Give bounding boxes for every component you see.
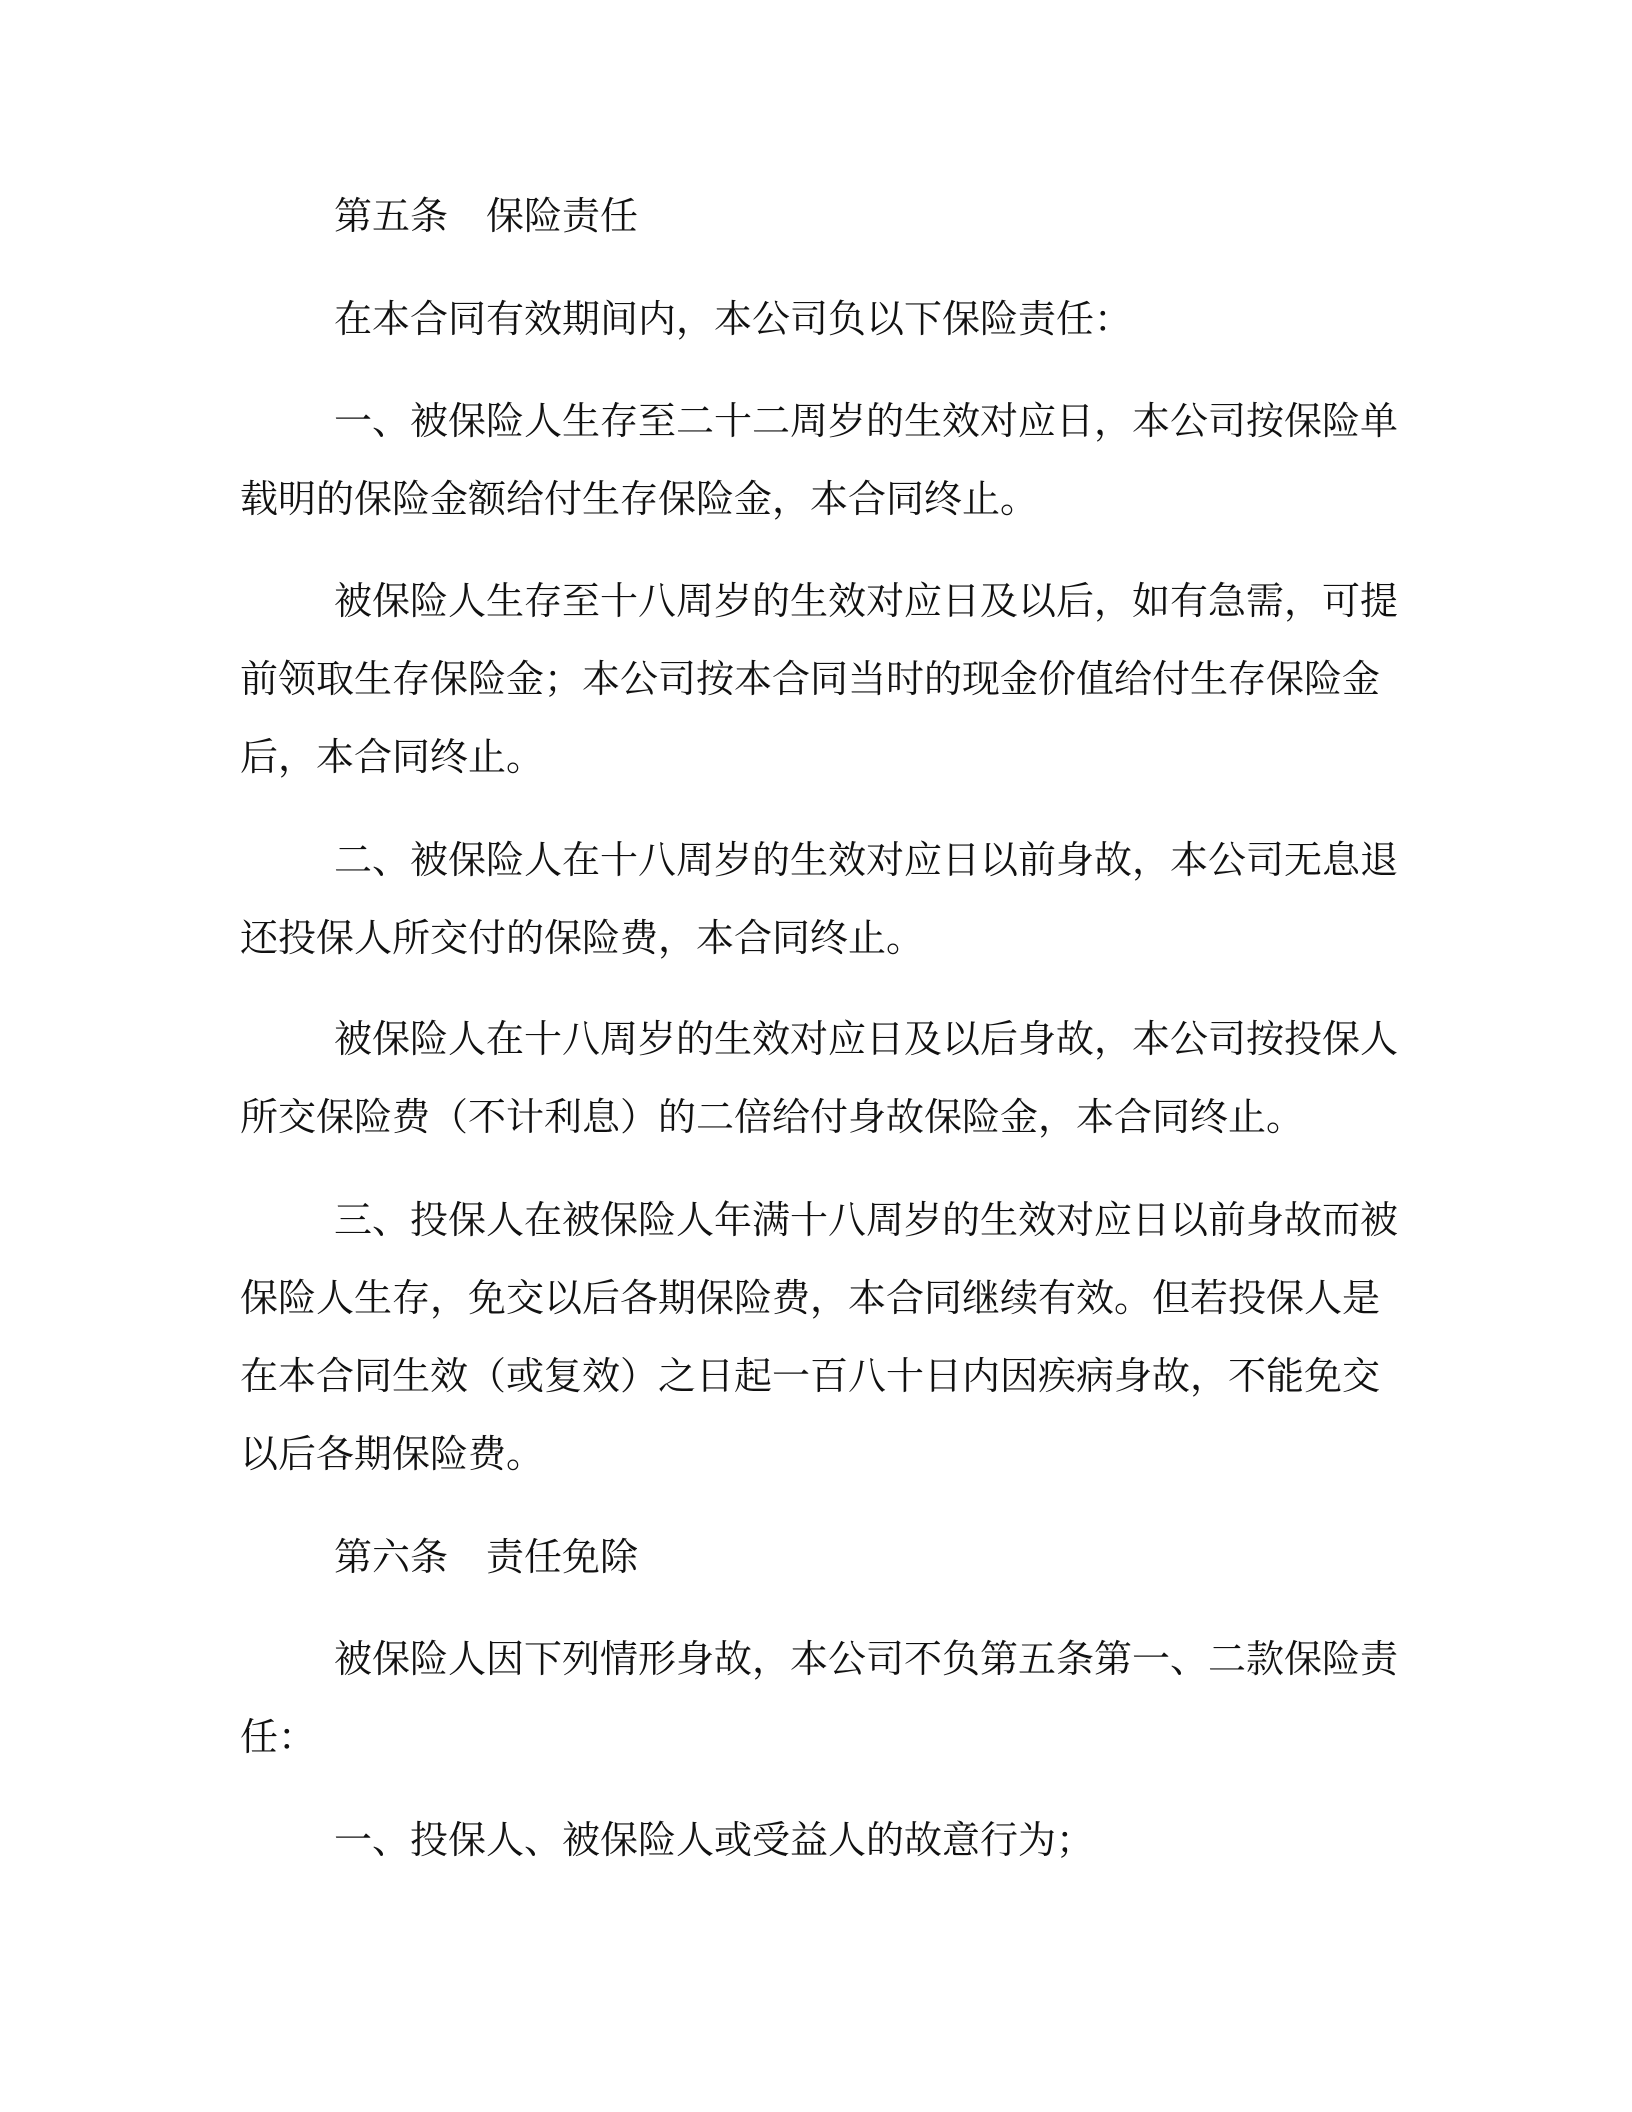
paragraph-line-1a: 一、被保险人生存至二十二周岁的生效对应日，本公司按保险单 — [334, 399, 1399, 443]
paragraph-line-2b: 前领取生存保险金；本公司按本合同当时的现金价值给付生存保险金 — [240, 657, 1381, 701]
paragraph-line-4b: 所交保险费（不计利息）的二倍给付身故保险金，本合同终止。 — [240, 1095, 1305, 1139]
paragraph-line-2a: 被保险人生存至十八周岁的生效对应日及以后，如有急需，可提 — [334, 579, 1399, 623]
article-5-number: 第五条 — [334, 194, 449, 238]
paragraph-line-2c: 后，本合同终止。 — [240, 735, 545, 779]
paragraph-line-intro: 在本合同有效期间内，本公司负以下保险责任： — [334, 297, 1133, 341]
paragraph-line-5d: 以后各期保险费。 — [240, 1432, 545, 1476]
paragraph-line-5c: 在本合同生效（或复效）之日起一百八十日内因疾病身故，不能免交 — [240, 1354, 1381, 1398]
paragraph-line-3a: 二、被保险人在十八周岁的生效对应日以前身故，本公司无息退 — [334, 838, 1399, 882]
paragraph-line-7a: 一、投保人、被保险人或受益人的故意行为； — [334, 1818, 1095, 1862]
article-6-title: 责任免除 — [486, 1535, 639, 1579]
paragraph-line-1b: 载明的保险金额给付生存保险金，本合同终止。 — [240, 477, 1039, 521]
article-6-number: 第六条 — [334, 1535, 449, 1579]
paragraph-line-6b: 任： — [240, 1715, 317, 1759]
paragraph-line-5a: 三、投保人在被保险人年满十八周岁的生效对应日以前身故而被 — [334, 1198, 1399, 1242]
paragraph-line-4a: 被保险人在十八周岁的生效对应日及以后身故，本公司按投保人 — [334, 1017, 1399, 1061]
paragraph-line-3b: 还投保人所交付的保险费，本合同终止。 — [240, 916, 925, 960]
article-5-title: 保险责任 — [486, 194, 639, 238]
paragraph-line-5b: 保险人生存，免交以后各期保险费，本合同继续有效。但若投保人是 — [240, 1276, 1381, 1320]
article-6-heading — [334, 1531, 638, 1583]
paragraph-line-6a: 被保险人因下列情形身故，本公司不负第五条第一、二款保险责 — [334, 1637, 1399, 1681]
article-5-heading — [334, 190, 638, 242]
